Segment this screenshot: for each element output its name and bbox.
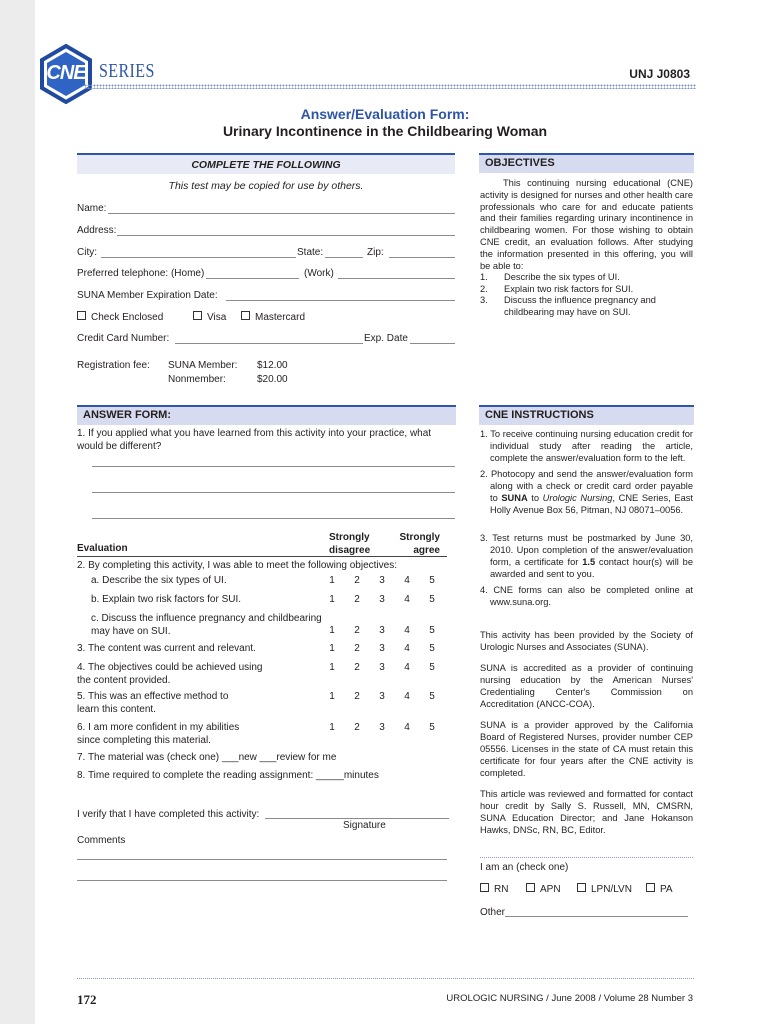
form-title: Answer/Evaluation Form: bbox=[300, 106, 470, 122]
check-enclosed-checkbox[interactable] bbox=[77, 311, 86, 320]
state-label: State: bbox=[297, 247, 324, 258]
rating-option[interactable]: 5 bbox=[429, 691, 435, 702]
visa-label: Visa bbox=[207, 312, 227, 323]
role-apn-label: APN bbox=[540, 884, 561, 895]
rating-option[interactable]: 1 bbox=[329, 662, 335, 673]
instruction-2-to: to bbox=[527, 493, 543, 503]
rating-option[interactable]: 5 bbox=[429, 722, 435, 733]
article-title: Urinary Incontinence in the Childbearing Woman bbox=[222, 123, 548, 139]
rating-option[interactable]: 2 bbox=[354, 575, 360, 586]
city-field[interactable] bbox=[101, 257, 296, 258]
comments-line-1[interactable] bbox=[77, 859, 447, 860]
instruction-3-text: 3. Test returns must be postmarked by June 30, 2010. Upon completion of the answer/evaluation form, a certificate for bbox=[480, 533, 693, 567]
copy-note: This test may be copied for use by others. bbox=[168, 180, 364, 192]
eval-item-b: b. Explain two risk factors for SUI. bbox=[91, 594, 242, 605]
rating-option[interactable]: 3 bbox=[379, 691, 385, 702]
role-lpn-option[interactable] bbox=[577, 883, 632, 897]
role-apn-checkbox[interactable] bbox=[526, 883, 535, 892]
rating-option[interactable]: 1 bbox=[329, 722, 335, 733]
evaluation-label: Evaluation bbox=[77, 543, 128, 554]
objective-item bbox=[480, 272, 693, 284]
instruction-2-text: 2. Photocopy and send the answer/evaluation form along with a check or credit card order payable to bbox=[480, 469, 693, 503]
role-lpn-label: LPN/LVN bbox=[591, 884, 632, 895]
check-enclosed-option[interactable] bbox=[77, 311, 163, 325]
zip-label: Zip: bbox=[367, 247, 384, 258]
suna-member-label: SUNA Member: bbox=[168, 360, 238, 371]
california-paragraph: SUNA is a provider approved by the California Board of Registered Nurses, provider number CEP 05556. Licenses in the state of CA must retain this certificate for four years after the CNE activity is completed. bbox=[480, 720, 693, 778]
instruction-3 bbox=[480, 532, 693, 580]
rating-option[interactable]: 2 bbox=[354, 625, 360, 636]
home-phone-field[interactable] bbox=[206, 278, 299, 279]
answer-line-2[interactable] bbox=[92, 492, 455, 493]
rating-option[interactable]: 3 bbox=[379, 625, 385, 636]
review-paragraph: This article was reviewed and formatted for contact hour credit by Sally S. Russell, MN, CMSRN, SUNA Education Director; and Jane Hokanson Hawks, DNSc, RN, BC, Editor. bbox=[480, 789, 693, 835]
work-phone-field[interactable] bbox=[338, 278, 455, 279]
address-field[interactable] bbox=[117, 235, 455, 236]
instruction-3-rest: contact hour(s) will be awarded and sent to you. bbox=[490, 557, 693, 579]
name-field[interactable] bbox=[108, 213, 455, 214]
verify-label: I verify that I have completed this activity: bbox=[77, 809, 260, 820]
role-lpn-checkbox[interactable] bbox=[577, 883, 586, 892]
cne-logo-text: CNE bbox=[46, 62, 86, 84]
rating-option[interactable]: 3 bbox=[379, 575, 385, 586]
address-label: Address: bbox=[77, 225, 117, 236]
exp-date-label: Exp. Date bbox=[364, 333, 408, 344]
objective-number: 3. bbox=[480, 295, 488, 305]
instruction-2-suna: SUNA bbox=[501, 493, 528, 503]
footer-rule bbox=[77, 978, 694, 979]
eval-item-c: c. Discuss the influence pregnancy and childbearing may have on SUI. bbox=[91, 613, 322, 637]
suna-exp-label: SUNA Member Expiration Date: bbox=[77, 290, 218, 301]
strongly-agree-label: Strongly agree bbox=[399, 532, 440, 556]
role-pa-option[interactable] bbox=[646, 883, 673, 897]
rating-option[interactable]: 2 bbox=[354, 691, 360, 702]
objective-number: 2. bbox=[480, 283, 488, 294]
instruction-4: 4. CNE forms can also be completed online at www.suna.org. bbox=[480, 585, 693, 607]
page-number: 172 bbox=[77, 992, 97, 1007]
rating-option[interactable]: 3 bbox=[379, 662, 385, 673]
work-phone-label: (Work) bbox=[304, 268, 334, 279]
question-8: 8. Time required to complete the reading assignment: _____minutes bbox=[77, 770, 379, 781]
rating-option[interactable]: 4 bbox=[404, 722, 410, 733]
check-enclosed-label: Check Enclosed bbox=[91, 312, 164, 323]
header-dotted-bar bbox=[84, 84, 696, 89]
eval-item-a: a. Describe the six types of UI. bbox=[91, 575, 227, 586]
member-price: $12.00 bbox=[257, 360, 288, 371]
rating-option[interactable]: 1 bbox=[329, 575, 335, 586]
rating-option[interactable]: 5 bbox=[429, 625, 435, 636]
objective-text: Describe the six types of UI. bbox=[504, 272, 620, 282]
answer-form-title: ANSWER FORM: bbox=[83, 409, 171, 421]
city-label: City: bbox=[77, 247, 97, 258]
objective-item bbox=[480, 284, 693, 296]
rating-option[interactable]: 1 bbox=[329, 643, 335, 654]
reg-fee-label: Registration fee: bbox=[77, 360, 150, 371]
rating-option[interactable]: 4 bbox=[404, 575, 410, 586]
rating-option[interactable]: 1 bbox=[329, 594, 335, 605]
evaluation-rule bbox=[77, 556, 447, 557]
role-apn-option[interactable] bbox=[526, 883, 561, 897]
answer-line-3[interactable] bbox=[92, 518, 455, 519]
rating-option[interactable]: 4 bbox=[404, 643, 410, 654]
rating-option[interactable]: 2 bbox=[354, 594, 360, 605]
answer-form-header-bar bbox=[77, 405, 456, 425]
other-label: Other bbox=[480, 907, 506, 918]
form-code: UNJ J0803 bbox=[629, 67, 690, 81]
rating-option[interactable]: 3 bbox=[379, 643, 385, 654]
objectives-intro: This continuing nursing educational (CNE) activity is designed for nurses and other health care professionals who care for and educate patients and their families regarding urinary incontinence in childbearing women. For those wishing to obtain CNE credit, an evaluation follows. After studying the information presented in this offering, you will be able to: bbox=[480, 178, 693, 271]
mastercard-option[interactable] bbox=[241, 311, 305, 325]
question-2: 2. By completing this activity, I was able to meet the following objectives: bbox=[77, 560, 397, 571]
cc-number-label: Credit Card Number: bbox=[77, 333, 170, 344]
answer-line-1[interactable] bbox=[92, 466, 455, 467]
signature-label: Signature bbox=[343, 820, 386, 831]
rating-option[interactable]: 5 bbox=[429, 662, 435, 673]
eval-item-5: 5. This was an effective method to learn this content. bbox=[77, 691, 229, 715]
cne-instructions-header-bar bbox=[479, 405, 694, 425]
question-1: 1. If you applied what you have learned from this activity into your practice, what would be different? bbox=[77, 428, 432, 452]
journal-citation: UROLOGIC NURSING / June 2008 / Volume 28 Number 3 bbox=[446, 993, 693, 1004]
rating-option[interactable]: 3 bbox=[379, 594, 385, 605]
instruction-2-address: , CNE Series, East Holly Avenue Box 56, Pitman, NJ 08071–0056. bbox=[490, 493, 693, 515]
name-label: Name: bbox=[77, 203, 107, 214]
rating-option[interactable]: 4 bbox=[404, 691, 410, 702]
comments-line-2[interactable] bbox=[77, 880, 447, 881]
rating-option[interactable]: 2 bbox=[354, 643, 360, 654]
pref-phone-label: Preferred telephone: (Home) bbox=[77, 268, 205, 279]
zip-field[interactable] bbox=[389, 257, 455, 258]
question-7: 7. The material was (check one) ___new ___review for me bbox=[77, 752, 337, 763]
strongly-disagree-label: Strongly disagree bbox=[329, 532, 371, 556]
instruction-2-journal: Urologic Nursing bbox=[542, 493, 613, 503]
mastercard-label: Mastercard bbox=[255, 312, 306, 323]
other-field[interactable] bbox=[505, 916, 688, 917]
roles-divider bbox=[480, 857, 693, 858]
rating-option[interactable]: 5 bbox=[429, 594, 435, 605]
cne-logo bbox=[36, 44, 96, 104]
instruction-1: 1. To receive continuing nursing education credit for individual study after reading the article, complete the answer/evaluation form to the left. bbox=[480, 429, 693, 463]
objective-text: Explain two risk factors for SUI. bbox=[504, 283, 634, 294]
objective-text: Discuss the influence pregnancy and childbearing may have on SUI. bbox=[504, 295, 656, 317]
objective-item bbox=[480, 295, 693, 318]
instruction-3-hours: 1.5 bbox=[582, 557, 596, 567]
provider-paragraph: This activity has been provided by the Society of Urologic Nurses and Associates (SUNA). bbox=[480, 630, 693, 652]
rating-option[interactable]: 1 bbox=[329, 625, 335, 636]
cne-instructions-title: CNE INSTRUCTIONS bbox=[485, 409, 594, 421]
nonmember-label: Nonmember: bbox=[168, 374, 226, 385]
rating-option[interactable]: 4 bbox=[404, 662, 410, 673]
rating-option[interactable]: 5 bbox=[429, 643, 435, 654]
objective-number: 1. bbox=[480, 272, 488, 282]
role-rn-option[interactable] bbox=[480, 883, 508, 897]
role-rn-checkbox[interactable] bbox=[480, 883, 489, 892]
objectives-header-bar bbox=[479, 153, 694, 173]
eval-item-4: 4. The objectives could be achieved using the content provided. bbox=[77, 662, 263, 686]
cc-number-field[interactable] bbox=[175, 343, 363, 344]
state-field[interactable] bbox=[325, 257, 363, 258]
rating-option[interactable]: 1 bbox=[329, 691, 335, 702]
comments-label: Comments bbox=[77, 835, 126, 846]
rating-option[interactable]: 5 bbox=[429, 575, 435, 586]
nonmember-price: $20.00 bbox=[257, 374, 288, 385]
objectives-title: OBJECTIVES bbox=[485, 157, 555, 169]
role-rn-label: RN bbox=[494, 884, 509, 895]
accreditation-paragraph: SUNA is accredited as a provider of continuing nursing education by the American Nurses' Credentialing Center's Commission on Accreditation (ANCC-COA). bbox=[480, 663, 693, 709]
rating-option[interactable]: 2 bbox=[354, 722, 360, 733]
role-pa-label: PA bbox=[660, 884, 673, 895]
mastercard-checkbox[interactable] bbox=[241, 311, 250, 320]
series-label: SERIES bbox=[99, 60, 155, 82]
rating-option[interactable]: 3 bbox=[379, 722, 385, 733]
objectives-list bbox=[480, 272, 693, 318]
rating-option[interactable]: 4 bbox=[404, 625, 410, 636]
left-margin-strip bbox=[0, 0, 35, 1024]
exp-date-field[interactable] bbox=[410, 343, 455, 344]
eval-item-3: 3. The content was current and relevant. bbox=[77, 643, 256, 654]
visa-checkbox[interactable] bbox=[193, 311, 202, 320]
complete-title: COMPLETE THE FOLLOWING bbox=[191, 159, 341, 171]
check-one-label: I am an (check one) bbox=[480, 862, 569, 873]
signature-field[interactable] bbox=[265, 818, 449, 819]
rating-option[interactable]: 4 bbox=[404, 594, 410, 605]
visa-option[interactable] bbox=[193, 311, 226, 325]
instruction-2 bbox=[480, 468, 693, 516]
suna-exp-field[interactable] bbox=[226, 300, 455, 301]
eval-item-6: 6. I am more confident in my abilities since completing this material. bbox=[77, 722, 240, 746]
role-pa-checkbox[interactable] bbox=[646, 883, 655, 892]
rating-option[interactable]: 2 bbox=[354, 662, 360, 673]
